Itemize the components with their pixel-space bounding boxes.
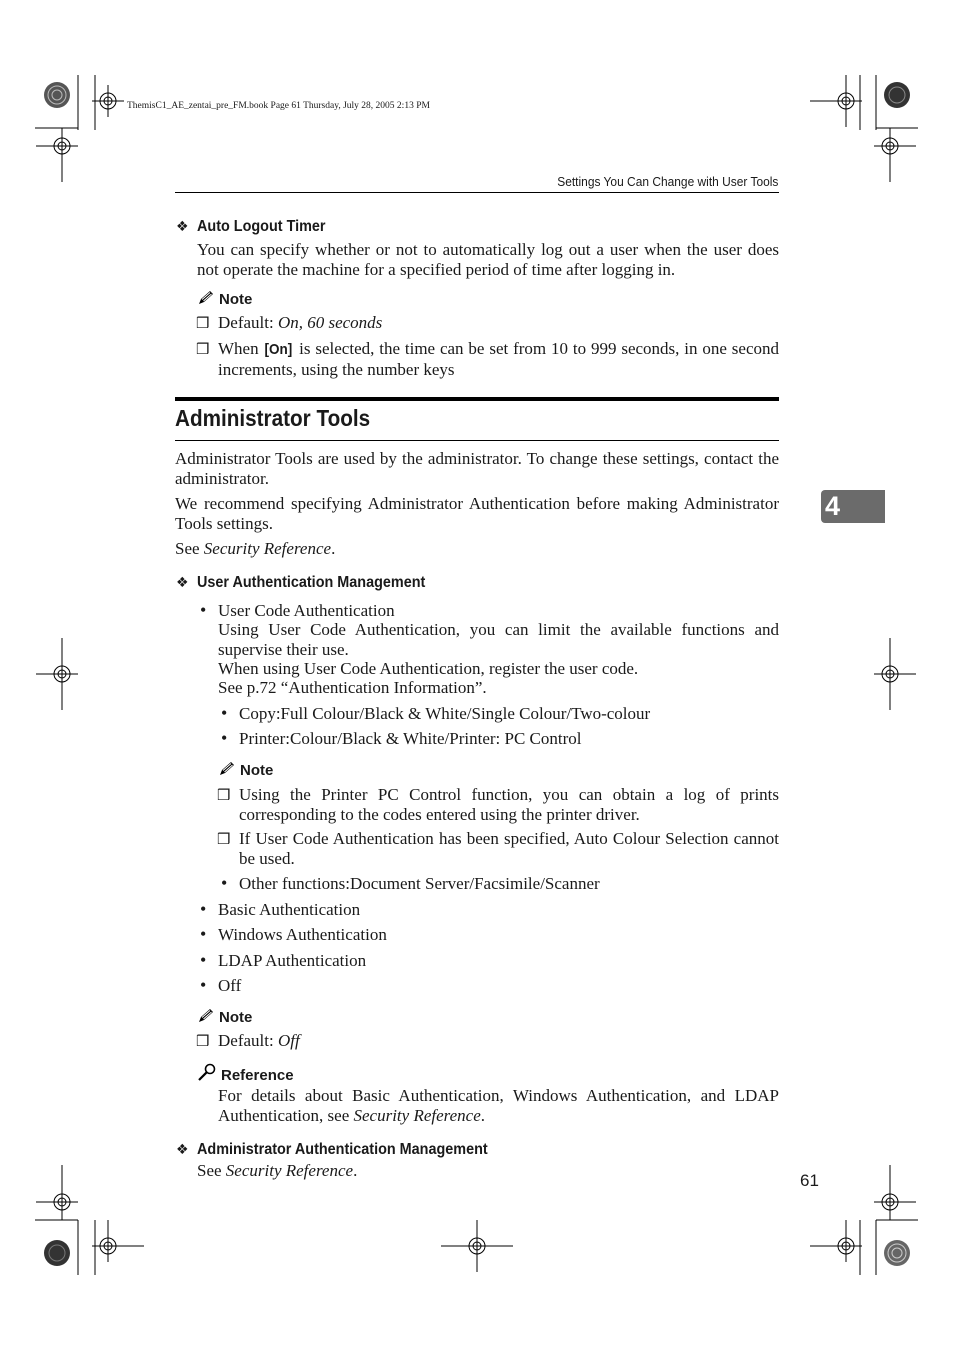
note-heading — [218, 761, 273, 780]
bullet: • — [200, 600, 207, 620]
note-heading — [197, 290, 252, 309]
section-top-rule — [175, 397, 779, 401]
magnifier-icon — [197, 1063, 217, 1081]
diamond-icon: ❖ — [176, 219, 189, 235]
note-label: Note — [219, 1009, 253, 1026]
bullet: • — [200, 950, 207, 970]
see-prefix: See — [175, 539, 204, 558]
note-label: Note — [219, 291, 253, 308]
pencil-icon — [197, 290, 215, 306]
checkbox-icon: ❒ — [196, 314, 210, 332]
note-range-prefix: When — [218, 339, 264, 358]
reference-body — [218, 1086, 779, 1125]
admin-tools-see — [175, 539, 335, 559]
diamond-icon: ❖ — [176, 575, 189, 591]
reference-suffix: . — [480, 1105, 486, 1125]
admin-auth-see — [197, 1161, 357, 1181]
bullet: • — [200, 975, 207, 995]
on-key-label: [On] — [265, 341, 293, 358]
user-code-auth-register: When using User Code Authentication, register the user code. — [218, 659, 639, 678]
note-heading — [197, 1008, 252, 1027]
bullet: • — [221, 728, 228, 748]
default-prefix: Default: — [218, 1031, 278, 1050]
security-reference-link: Security Reference — [353, 1105, 481, 1125]
note-range-text: is selected, the time can be set from 10 to 999 seconds, in one second increments, using the number keys — [218, 339, 780, 379]
chapter-number: 4 — [825, 491, 841, 521]
sub-item-copy: Copy:Full Colour/Black & White/Single Colour/Two-colour — [239, 704, 651, 723]
note-default-prefix: Default: — [218, 313, 278, 332]
user-auth-default-note — [218, 1031, 300, 1051]
reference-text: For details about Basic Authentication, Windows Authentication, and LDAP Authentication, see — [218, 1086, 779, 1125]
auto-logout-note-default — [218, 313, 382, 333]
auto-logout-note-range — [218, 339, 779, 379]
page-number: 61 — [800, 1171, 819, 1190]
see-suffix: . — [353, 1161, 358, 1180]
checkbox-icon: ❒ — [217, 830, 231, 848]
security-reference-link: Security Reference — [203, 539, 332, 558]
basic-auth-item: Basic Authentication — [218, 900, 361, 919]
user-code-auth-desc: Using User Code Authentication, you can limit the available functions and supervise their use. — [218, 620, 779, 659]
admin-tools-para2: We recommend specifying Administrator Authentication before making Administrator Tools settings. — [175, 494, 779, 533]
bullet: • — [200, 899, 207, 919]
auto-logout-body: You can specify whether or not to automatically log out a user when the user does not operate the machine for a specified period of time after logging in. — [197, 240, 779, 279]
section-title-auto-logout: Auto Logout Timer — [197, 218, 326, 235]
see-suffix: . — [331, 539, 336, 558]
reference-heading — [197, 1063, 294, 1085]
checkbox-icon: ❒ — [217, 786, 231, 804]
windows-auth-item: Windows Authentication — [218, 925, 387, 944]
pencil-icon — [218, 761, 236, 777]
reference-label: Reference — [221, 1067, 294, 1084]
user-code-auth-item: User Code Authentication — [218, 601, 395, 620]
sub-item-printer: Printer:Colour/Black & White/Printer: PC Control — [239, 729, 582, 748]
default-value: Off — [277, 1031, 300, 1050]
chapter-tab — [821, 490, 885, 523]
subnote-printer-pc-control: Using the Printer PC Control function, you can obtain a log of prints corresponding to the codes entered using the printer driver. — [239, 785, 779, 824]
user-code-auth-see: See p.72 “Authentication Information”. — [218, 678, 487, 697]
header-rule — [175, 192, 779, 193]
checkbox-icon: ❒ — [196, 1032, 210, 1050]
section-title-admin-tools: Administrator Tools — [175, 405, 371, 431]
section-bottom-rule — [175, 440, 779, 441]
running-header: Settings You Can Change with User Tools — [556, 174, 778, 189]
ldap-auth-item: LDAP Authentication — [218, 951, 367, 970]
bullet: • — [221, 873, 228, 893]
checkbox-icon: ❒ — [196, 340, 210, 358]
security-reference-link: Security Reference — [225, 1161, 354, 1180]
admin-tools-para1: Administrator Tools are used by the administrator. To change these settings, contact the administrator. — [175, 449, 779, 488]
print-job-header: ThemisC1_AE_zentai_pre_FM.book Page 61 Thursday, July 28, 2005 2:13 PM — [127, 101, 430, 111]
see-prefix: See — [197, 1161, 226, 1180]
bullet: • — [221, 703, 228, 723]
section-title-admin-auth: Administrator Authentication Management — [197, 1141, 488, 1158]
subnote-auto-colour: If User Code Authentication has been specified, Auto Colour Selection cannot be used. — [239, 829, 779, 868]
note-label: Note — [240, 762, 274, 779]
diamond-icon: ❖ — [176, 1142, 189, 1158]
off-item: Off — [218, 976, 242, 995]
note-default-value: On, 60 seconds — [277, 313, 383, 332]
pencil-icon — [197, 1008, 215, 1024]
bullet: • — [200, 924, 207, 944]
sub-item-other: Other functions:Document Server/Facsimile/Scanner — [239, 874, 600, 893]
section-title-user-auth: User Authentication Management — [197, 574, 426, 591]
